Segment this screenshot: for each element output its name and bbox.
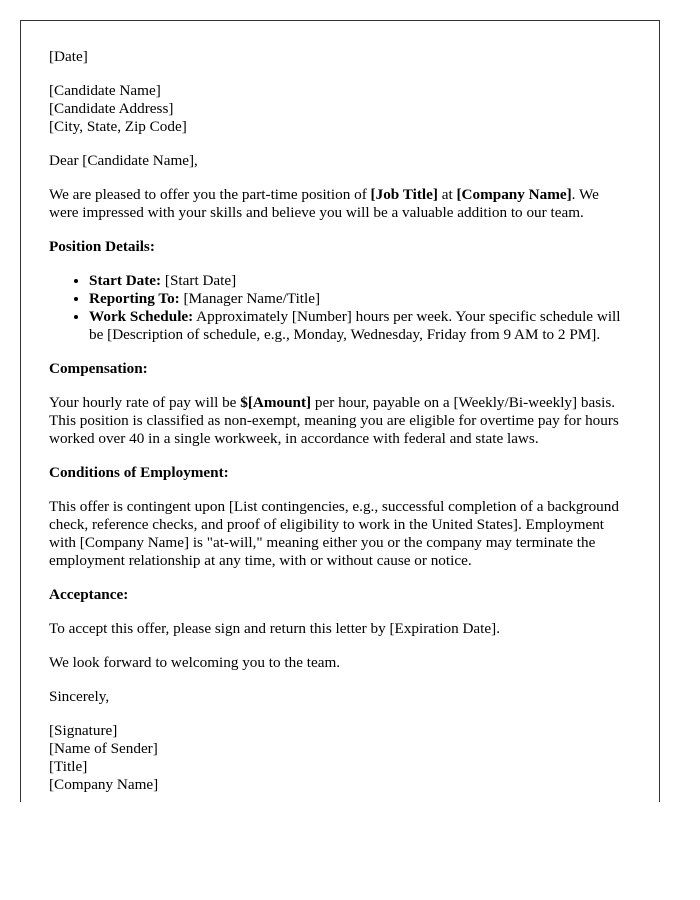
list-item — [89, 308, 631, 344]
date: [Date] — [49, 48, 88, 65]
letter-page — [20, 20, 660, 802]
salutation: Dear [Candidate Name], — [49, 152, 198, 169]
recipient-street: [Candidate Address] — [49, 100, 174, 117]
list-item — [89, 272, 631, 290]
intro-paragraph — [49, 186, 631, 222]
item-text: [Manager Name/Title] — [179, 290, 321, 307]
compensation-paragraph — [49, 394, 631, 448]
amount: $[Amount] — [240, 394, 312, 411]
heading-text: Position Details: — [49, 238, 155, 255]
job-title: [Job Title] — [370, 186, 438, 203]
sender-company: [Company Name] — [49, 776, 159, 793]
sender-name: [Name of Sender] — [49, 740, 158, 757]
signoff: Sincerely, — [49, 688, 110, 705]
item-label: Start Date: — [89, 272, 162, 289]
compensation-heading — [49, 360, 631, 378]
conditions-heading — [49, 464, 631, 482]
acceptance-heading — [49, 586, 631, 604]
item-text: [Start Date] — [161, 272, 237, 289]
sender-title: [Title] — [49, 758, 88, 775]
list-item — [89, 290, 631, 308]
intro-text: We are pleased to offer you the part-time position of — [49, 186, 371, 203]
item-label: Reporting To: — [89, 290, 180, 307]
comp-text: per hour, payable on a [Weekly/Bi-weekly] basis. This position is classified as non-exempt, meaning you are eligible for overtime pay for hours worked over 40 in a single workweek, in accordance with federal and state laws. — [49, 394, 619, 447]
intro-text: at — [437, 186, 457, 203]
heading-text: Compensation: — [49, 360, 148, 377]
intro-text: . We were impressed with your skills and believe you will be a valuable addition to our team. — [49, 186, 599, 221]
recipient-name: [Candidate Name] — [49, 82, 161, 99]
heading-text: Conditions of Employment: — [49, 464, 229, 481]
position-list — [49, 272, 631, 344]
item-text: Approximately [Number] hours per week. Your specific schedule will be [Description of schedule, e.g., Monday, Wednesday, Friday from 9 AM to 2 PM]. — [89, 308, 621, 343]
recipient-address — [49, 82, 631, 136]
heading-text: Acceptance: — [49, 586, 129, 603]
position-heading — [49, 238, 631, 256]
comp-text: Your hourly rate of pay will be — [49, 394, 241, 411]
signature: [Signature] — [49, 722, 118, 739]
recipient-city: [City, State, Zip Code] — [49, 118, 187, 135]
item-label: Work Schedule: — [89, 308, 194, 325]
signature-block — [49, 722, 631, 794]
conditions-paragraph: This offer is contingent upon [List contingencies, e.g., successful completion of a background check, reference checks, and proof of eligibility to work in the United States]. Employment with [Company Name] is "at-will," meaning either you or the company may terminate the employment relationship at any time, with or without cause or notice. — [49, 498, 619, 569]
acceptance-paragraph: To accept this offer, please sign and return this letter by [Expiration Date]. — [49, 620, 500, 637]
closing-line: We look forward to welcoming you to the team. — [49, 654, 341, 671]
company-name: [Company Name] — [456, 186, 572, 203]
